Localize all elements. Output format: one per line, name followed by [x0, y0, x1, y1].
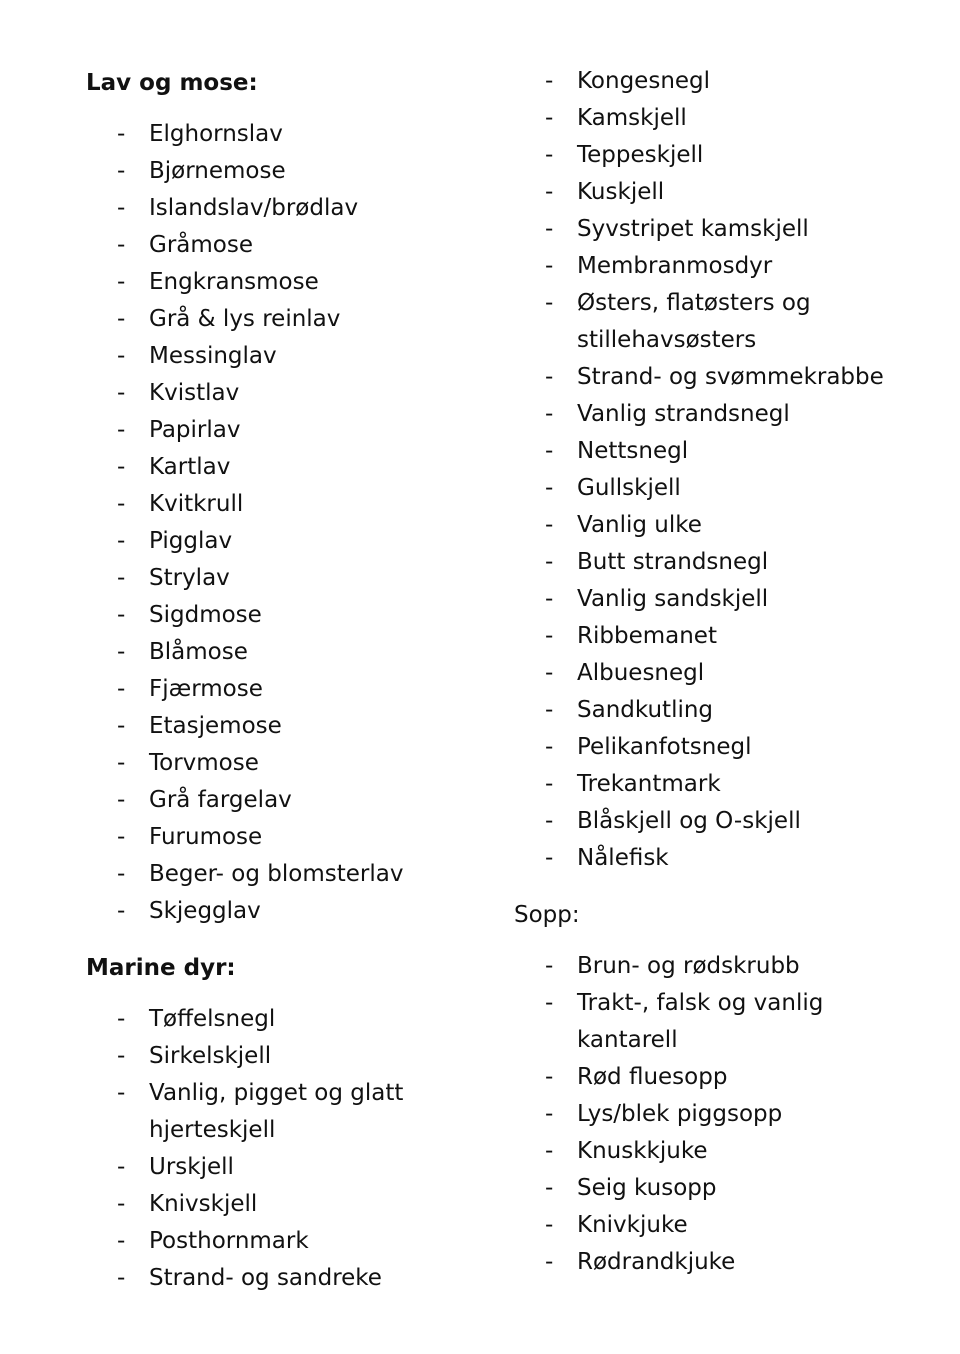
list-item: - Strand- og svømmekrabbe: [545, 364, 884, 390]
list-item: - Vanlig ulke: [545, 512, 702, 538]
list-item: - Lys/blek piggsopp: [545, 1101, 783, 1127]
heading-marine-dyr: Marine dyr:: [86, 955, 236, 981]
list-item: - Membranmosdyr: [545, 253, 773, 279]
list-item: - Blåmose: [117, 639, 248, 665]
list-item: - Messinglav: [117, 343, 277, 369]
list-item: - Blåskjell og O-skjell: [545, 808, 801, 834]
list-item: - Kongesnegl: [545, 68, 711, 94]
list-item: - Vanlig strandsnegl: [545, 401, 790, 427]
list-item: - Ribbemanet: [545, 623, 717, 649]
list-sopp: [514, 948, 823, 1281]
list-item: - Rød fluesopp: [545, 1064, 728, 1090]
list-item: - Brun- og rødskrubb: [545, 953, 800, 979]
list-item: - Sandkutling: [545, 697, 714, 723]
list-item: - Kamskjell: [545, 105, 687, 131]
list-item: - Bjørnemose: [117, 158, 286, 184]
list-item: - Strand- og sandreke: [117, 1265, 382, 1291]
list-item: - Grå & lys reinlav: [117, 306, 341, 332]
list-item: - Knivskjell: [117, 1191, 258, 1217]
heading-sopp: Sopp:: [514, 902, 580, 928]
list-marine-dyr-right: [514, 63, 884, 877]
list-item: - Gråmose: [117, 232, 253, 258]
list-item: - Pigglav: [117, 528, 233, 554]
list-item: - Papirlav: [117, 417, 241, 443]
list-item: - Torvmose: [117, 750, 259, 776]
list-item: - Kuskjell: [545, 179, 665, 205]
list-item: - Elghornslav: [117, 121, 283, 147]
list-item: - Sigdmose: [117, 602, 262, 628]
list-item: - Vanlig, pigget og glatt: [117, 1080, 404, 1106]
list-lav-og-mose: [86, 116, 403, 930]
list-item: - Seig kusopp: [545, 1175, 717, 1201]
list-item: - Etasjemose: [117, 713, 282, 739]
list-item: - Pelikanfotsnegl: [545, 734, 752, 760]
list-item: - Sirkelskjell: [117, 1043, 272, 1069]
list-item: - Nålefisk: [545, 845, 669, 871]
list-item: - Islandslav/brødlav: [117, 195, 359, 221]
list-item: - Kartlav: [117, 454, 231, 480]
list-item: - Knuskkjuke: [545, 1138, 708, 1164]
list-item: - Vanlig sandskjell: [545, 586, 769, 612]
list-item: - Trekantmark: [545, 771, 721, 797]
list-item: - Urskjell: [117, 1154, 234, 1180]
list-item: - Grå fargelav: [117, 787, 292, 813]
list-item: - Østers, flatøsters og: [545, 290, 811, 316]
heading-lav-og-mose: Lav og mose:: [86, 70, 258, 96]
list-item: - Rødrandkjuke: [545, 1249, 736, 1275]
list-marine-dyr-left: [86, 1001, 403, 1297]
list-item: - Albuesnegl: [545, 660, 705, 686]
list-item-continuation: hjerteskjell: [149, 1117, 276, 1143]
list-item: - Beger- og blomsterlav: [117, 861, 404, 887]
list-item: - Posthornmark: [117, 1228, 309, 1254]
list-item: - Knivkjuke: [545, 1212, 688, 1238]
list-item: - Kvistlav: [117, 380, 240, 406]
list-item: - Trakt-, falsk og vanlig: [545, 990, 824, 1016]
list-item: - Skjegglav: [117, 898, 261, 924]
list-item: - Butt strandsnegl: [545, 549, 769, 575]
list-item: - Kvitkrull: [117, 491, 244, 517]
list-item: - Gullskjell: [545, 475, 681, 501]
list-item: - Tøffelsnegl: [117, 1006, 276, 1032]
list-item: - Nettsnegl: [545, 438, 689, 464]
list-item: - Teppeskjell: [545, 142, 704, 168]
list-item-continuation: stillehavsøsters: [577, 327, 757, 353]
list-item: - Syvstripet kamskjell: [545, 216, 809, 242]
list-item: - Engkransmose: [117, 269, 319, 295]
list-item: - Fjærmose: [117, 676, 263, 702]
list-item: - Strylav: [117, 565, 230, 591]
list-item-continuation: kantarell: [577, 1027, 678, 1053]
list-item: - Furumose: [117, 824, 263, 850]
